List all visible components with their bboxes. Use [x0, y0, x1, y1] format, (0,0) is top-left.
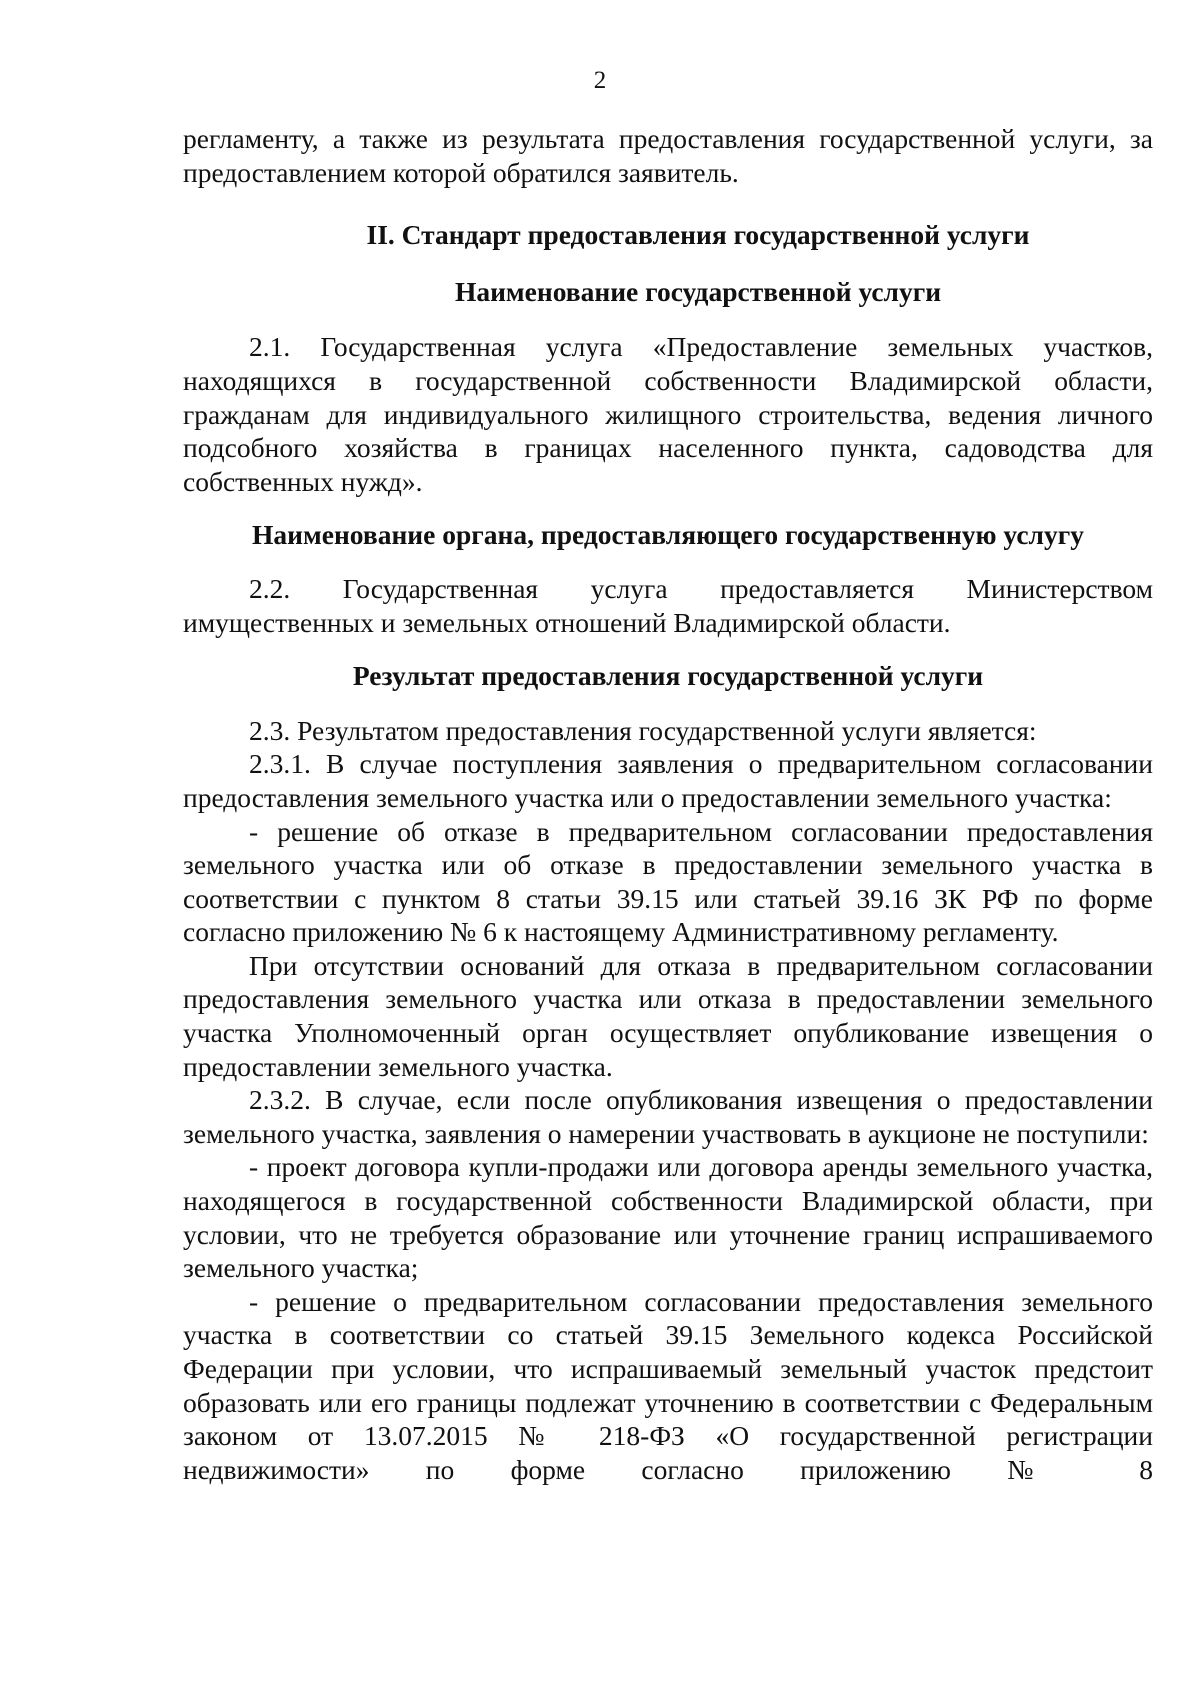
paragraph-preliminary-decision: - решение о предварительном согласовании предоставления земельного участка в соответствии со статьей 39.15 Земельного кодекса Российской Федерации при условии, что испрашиваемый земельный участок предстоит образовать или его границы подлежат уточнению в соответствии с Федеральным законом от 13.07.2015 № 218-ФЗ «О государственной регистрации недвижимости» по форме согласно приложению № 8 [183, 1285, 1153, 1485]
paragraph-contract-project: - проект договора купли-продажи или договора аренды земельного участка, находящегося в государственной собственности Владимирской области, при условии, что не требуется образование или уточнение границ испрашиваемого земельного участка; [183, 1151, 1153, 1284]
paragraph-2-3: 2.3. Результатом предоставления государственной услуги является: [249, 714, 1037, 746]
paragraph-2-2: 2.2. Государственная услуга предоставляется Министерством имущественных и земельных отношений Владимирской области. [183, 572, 1153, 638]
paragraph-no-grounds: При отсутствии оснований для отказа в предварительном согласовании предоставления земельного участка или отказа в предоставлении земельного участка Уполномоченный орган осуществляет опубликование извещения о предоставлении земельного участка. [183, 949, 1153, 1082]
paragraph-refusal-decision: - решение об отказе в предварительном согласовании предоставления земельного участка или об отказе в предоставлении земельного участка в соответствии с пунктом 8 статьи 39.15 или статьей 39.16 ЗК РФ по форме согласно приложению № 6 к настоящему Административному регламенту. [183, 815, 1153, 948]
page-number: 2 [593, 67, 607, 94]
paragraph-2-1: 2.1. Государственная услуга «Предоставление земельных участков, находящихся в государственной собственности Владимирской области, гражданам для индивидуального жилищного строительства, ведения личного подсобного хозяйства в границах населенного пункта, садоводства для собственных нужд». [183, 331, 1153, 497]
paragraph-2-3-1: 2.3.1. В случае поступления заявления о предварительном согласовании предоставления земельного участка или о предоставлении земельного участка: [183, 748, 1153, 813]
heading-service-name: Наименование государственной услуги [454, 275, 942, 307]
paragraph-2-3-2: 2.3.2. В случае, если после опубликования извещения о предоставлении земельного участка, заявления о намерении участвовать в аукционе не поступили: [183, 1084, 1153, 1149]
paragraph-intro: регламенту, а также из результата предоставления государственной услуги, за предоставлением которой обратился заявитель. [183, 123, 1153, 188]
document-body [183, 122, 1153, 1486]
section-title: II. Стандарт предоставления государственной услуги [366, 219, 1030, 251]
heading-service-result: Результат предоставления государственной услуги [352, 660, 984, 692]
heading-service-organ: Наименование органа, предоставляющего государственную услугу [252, 519, 1084, 551]
